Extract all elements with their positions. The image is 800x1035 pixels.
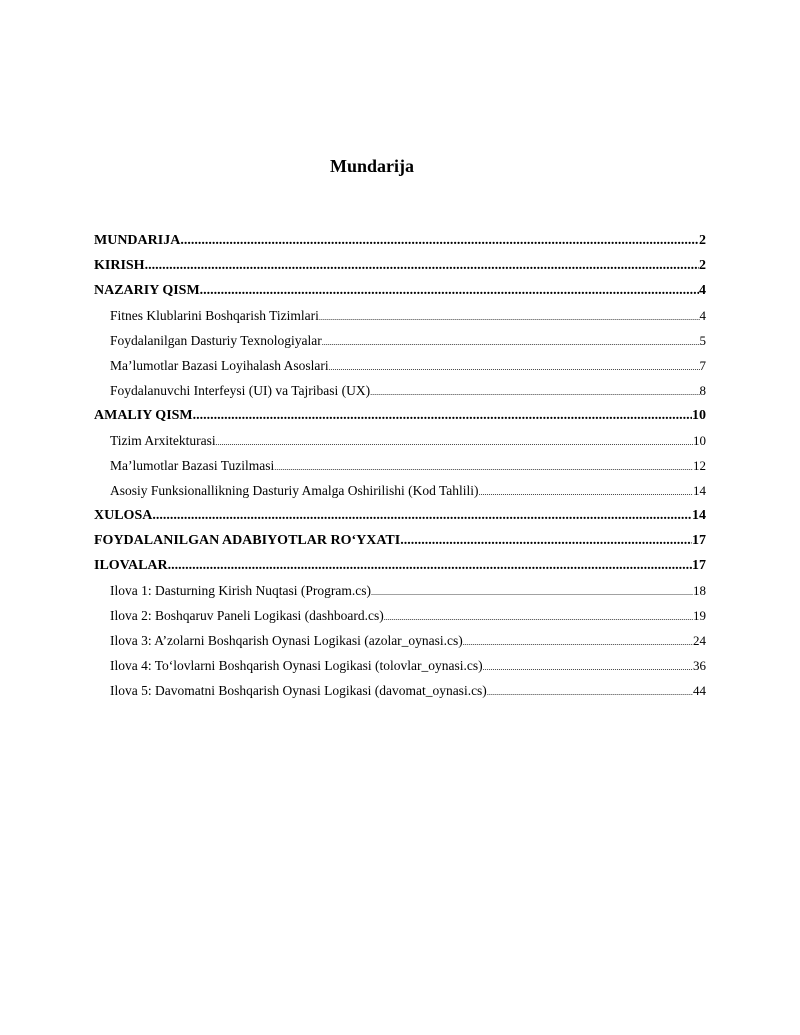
toc-entry-label: KIRISH xyxy=(94,258,145,273)
toc-page-number: 19 xyxy=(693,608,706,623)
toc-entry-ilova-3[interactable] xyxy=(94,630,706,655)
toc-page-number: 2 xyxy=(699,233,706,248)
toc-dot-leader xyxy=(400,533,692,549)
toc-entry-label: Foydalanilgan Dasturiy Texnologiyalar xyxy=(110,333,322,348)
toc-entry-kod-tahlili[interactable] xyxy=(94,480,706,505)
toc-page-number: 18 xyxy=(693,583,706,598)
toc-entry-xulosa[interactable] xyxy=(94,505,706,530)
toc-page-number: 24 xyxy=(693,633,706,648)
toc-page-number: 8 xyxy=(699,383,706,398)
toc-page-number: 10 xyxy=(693,433,706,448)
toc-entry-tizim-arxitekturasi[interactable] xyxy=(94,430,706,455)
toc-entry-label: Ilova 4: To‘lovlarni Boshqarish Oynasi Logikasi (tolovlar_oynasi.cs) xyxy=(110,658,483,673)
toc-dot-leader xyxy=(371,588,693,597)
toc-entry-dasturiy-texnologiyalar[interactable] xyxy=(94,330,706,355)
toc-entry-label: Ma’lumotlar Bazasi Tuzilmasi xyxy=(110,458,275,473)
toc-dot-leader xyxy=(200,283,699,299)
toc-dot-leader xyxy=(319,313,700,322)
toc-entry-ilovalar[interactable] xyxy=(94,555,706,580)
toc-entry-kirish[interactable] xyxy=(94,255,706,280)
toc-page-number: 7 xyxy=(699,358,706,373)
toc-entry-label: Fitnes Klublarini Boshqarish Tizimlari xyxy=(110,308,319,323)
toc-entry-label: XULOSA xyxy=(94,508,153,523)
toc-dot-leader xyxy=(483,663,693,672)
toc-dot-leader xyxy=(216,438,693,447)
toc-entry-nazariy-qism[interactable] xyxy=(94,280,706,305)
toc-page-number: 5 xyxy=(699,333,706,348)
toc-page-number: 10 xyxy=(692,408,706,423)
toc-entry-ui-ux[interactable] xyxy=(94,380,706,405)
toc-dot-leader xyxy=(193,408,692,424)
toc-dot-leader xyxy=(370,388,699,397)
table-of-contents xyxy=(94,230,706,705)
toc-dot-leader xyxy=(274,463,693,472)
toc-entry-label: FOYDALANILGAN ADABIYOTLAR RO‘YXATI xyxy=(94,533,401,548)
toc-entry-ilova-5[interactable] xyxy=(94,680,706,705)
toc-dot-leader xyxy=(168,558,692,574)
toc-entry-label: Asosiy Funksionallikning Dasturiy Amalga Oshirilishi (Kod Tahlili) xyxy=(110,483,479,498)
toc-dot-leader xyxy=(479,488,693,497)
toc-dot-leader xyxy=(463,638,693,647)
toc-page-number: 17 xyxy=(692,533,706,548)
toc-page-number: 17 xyxy=(692,558,706,573)
toc-page-number: 14 xyxy=(693,483,706,498)
toc-dot-leader xyxy=(322,338,700,347)
page-title: Mundarija xyxy=(329,156,414,176)
toc-entry-fitnes-klublari[interactable] xyxy=(94,305,706,330)
toc-entry-label: Ilova 2: Boshqaruv Paneli Logikasi (dashboard.cs) xyxy=(110,608,384,623)
toc-entry-label: Tizim Arxitekturasi xyxy=(110,433,216,448)
toc-page-number: 14 xyxy=(692,508,706,523)
toc-entry-label: MUNDARIJA xyxy=(94,233,181,248)
toc-page-number: 2 xyxy=(699,258,706,273)
toc-dot-leader xyxy=(180,233,699,249)
toc-entry-label: Ilova 1: Dasturning Kirish Nuqtasi (Program.cs) xyxy=(110,583,371,598)
toc-dot-leader xyxy=(384,613,693,622)
toc-entry-label: NAZARIY QISM xyxy=(94,283,200,298)
toc-entry-ilova-1[interactable] xyxy=(94,580,706,605)
toc-entry-amaliy-qism[interactable] xyxy=(94,405,706,430)
toc-entry-label: Ilova 5: Davomatni Boshqarish Oynasi Logikasi (davomat_oynasi.cs) xyxy=(110,683,487,698)
toc-page-number: 44 xyxy=(693,683,706,698)
toc-entry-label: AMALIY QISM xyxy=(94,408,193,423)
toc-entry-malumotlar-bazasi-loyihalash[interactable] xyxy=(94,355,706,380)
toc-dot-leader xyxy=(487,688,693,697)
toc-entry-adabiyotlar[interactable] xyxy=(94,530,706,555)
toc-entry-label: ILOVALAR xyxy=(94,558,168,573)
toc-page-number: 4 xyxy=(699,308,706,323)
toc-entry-ilova-2[interactable] xyxy=(94,605,706,630)
toc-dot-leader xyxy=(145,258,699,274)
toc-entry-label: Ilova 3: A’zolarni Boshqarish Oynasi Logikasi (azolar_oynasi.cs) xyxy=(110,633,463,648)
toc-page-number: 4 xyxy=(699,283,706,298)
toc-entry-label: Foydalanuvchi Interfeysi (UI) va Tajribasi (UX) xyxy=(110,383,371,398)
toc-page-number: 12 xyxy=(693,458,706,473)
toc-entry-ilova-4[interactable] xyxy=(94,655,706,680)
toc-dot-leader xyxy=(329,363,700,372)
toc-entry-label: Ma’lumotlar Bazasi Loyihalash Asoslari xyxy=(110,358,329,373)
toc-page-number: 36 xyxy=(693,658,706,673)
toc-entry-mundarija[interactable] xyxy=(94,230,706,255)
toc-dot-leader xyxy=(152,508,692,524)
toc-entry-malumotlar-bazasi-tuzilmasi[interactable] xyxy=(94,455,706,480)
